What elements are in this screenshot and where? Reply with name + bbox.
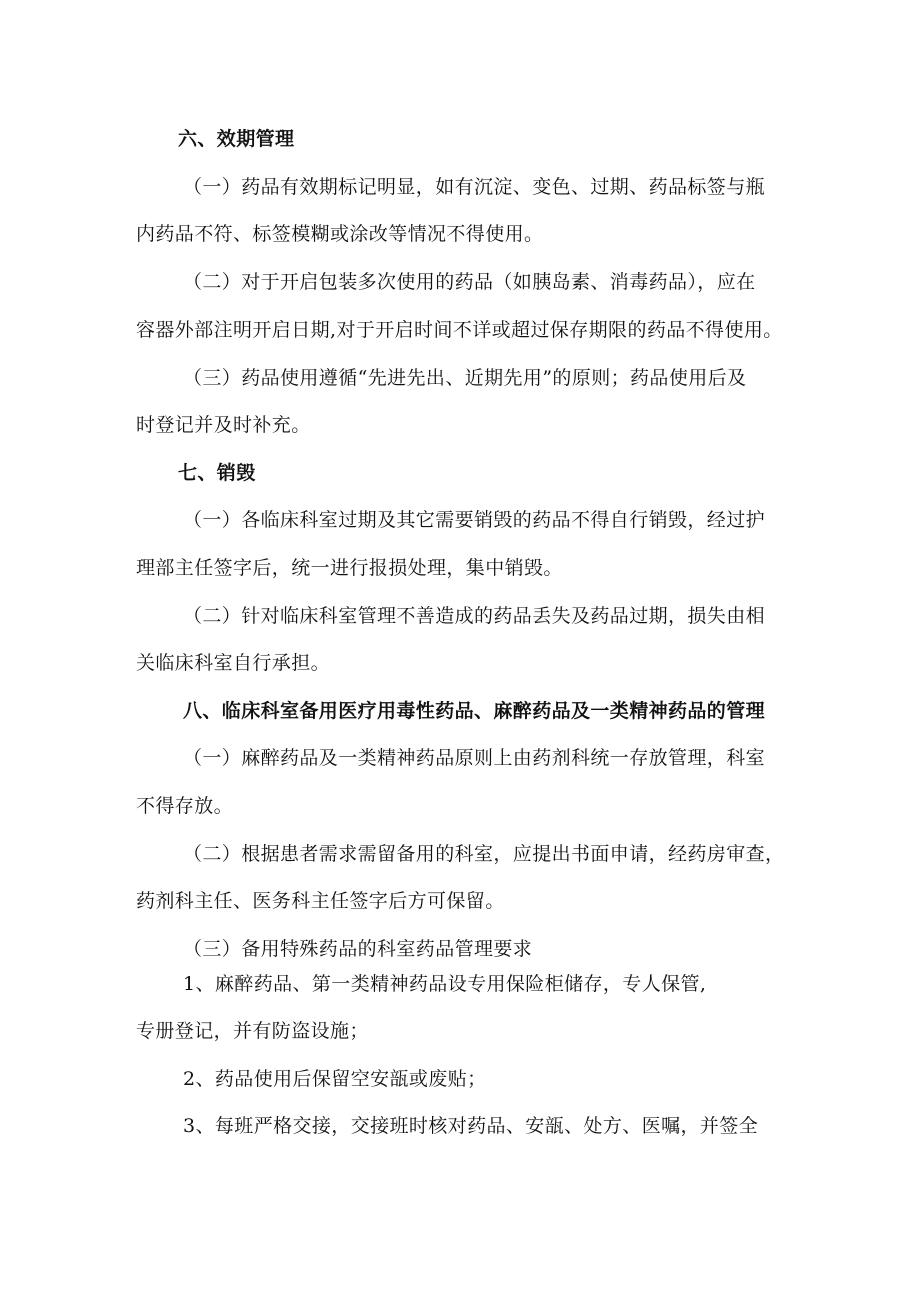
section-7-item-2-line-1: （二）针对临床科室管理不善造成的药品丢失及药品过期，损失由相 (183, 605, 766, 627)
section-8-item-2-line-2: 药剂科主任、医务科主任签字后方可保留。 (136, 890, 505, 912)
section-6-item-3-line-1: （三）药品使用遵循“先进先出、近期先用”的原则；药品使用后及 (183, 367, 747, 389)
section-6-heading: 六、效期管理 (178, 128, 295, 150)
section-7-heading: 七、销毁 (178, 462, 256, 484)
section-6-item-1-line-1: （一）药品有效期标记明显，如有沉淀、变色、过期、药品标签与瓶 (183, 176, 766, 198)
section-6-item-1-line-2: 内药品不符、标签模糊或涂改等情况不得使用。 (136, 223, 544, 245)
section-8-point-2-line-1: 2、药品使用后保留空安瓿或废贴； (183, 1068, 487, 1090)
section-6-item-3-line-2: 时登记并及时补充。 (136, 414, 311, 436)
section-6-item-2-line-2: 容器外部注明开启日期,对于开启时间不详或超过保存期限的药品不得使用。 (136, 319, 783, 341)
section-7-item-2-line-2: 关临床科室自行承担。 (136, 652, 331, 674)
section-8-item-3-line-1: （三）备用特殊药品的科室药品管理要求 (183, 938, 533, 960)
section-6-item-2-line-1: （二）对于开启包装多次使用的药品（如胰岛素、消毒药品），应在 (183, 271, 756, 293)
section-8-item-2-line-1: （二）根据患者需求需留备用的科室，应提出书面申请，经药房审查， (183, 843, 785, 865)
section-7-item-1-line-1: （一）各临床科室过期及其它需要销毁的药品不得自行销毁，经过护 (183, 509, 766, 531)
section-8-point-3-line-1: 3、每班严格交接，交接班时核对药品、安瓿、处方、医嘱，并签全 (183, 1115, 759, 1137)
section-7-item-1-line-2: 理部主任签字后，统一进行报损处理，集中销毁。 (136, 557, 563, 579)
section-8-item-1-line-2: 不得存放。 (136, 795, 234, 817)
section-8-point-1-line-2: 专册登记，并有防盗设施； (136, 1020, 369, 1042)
section-8-point-1-line-1: 1、麻醉药品、第一类精神药品设专用保险柜储存，专人保管, (183, 973, 707, 995)
section-8-heading: 八、临床科室备用医疗用毒性药品、麻醉药品及一类精神药品的管理 (183, 700, 766, 722)
section-8-item-1-line-1: （一）麻醉药品及一类精神药品原则上由药剂科统一存放管理，科室 (183, 747, 766, 769)
